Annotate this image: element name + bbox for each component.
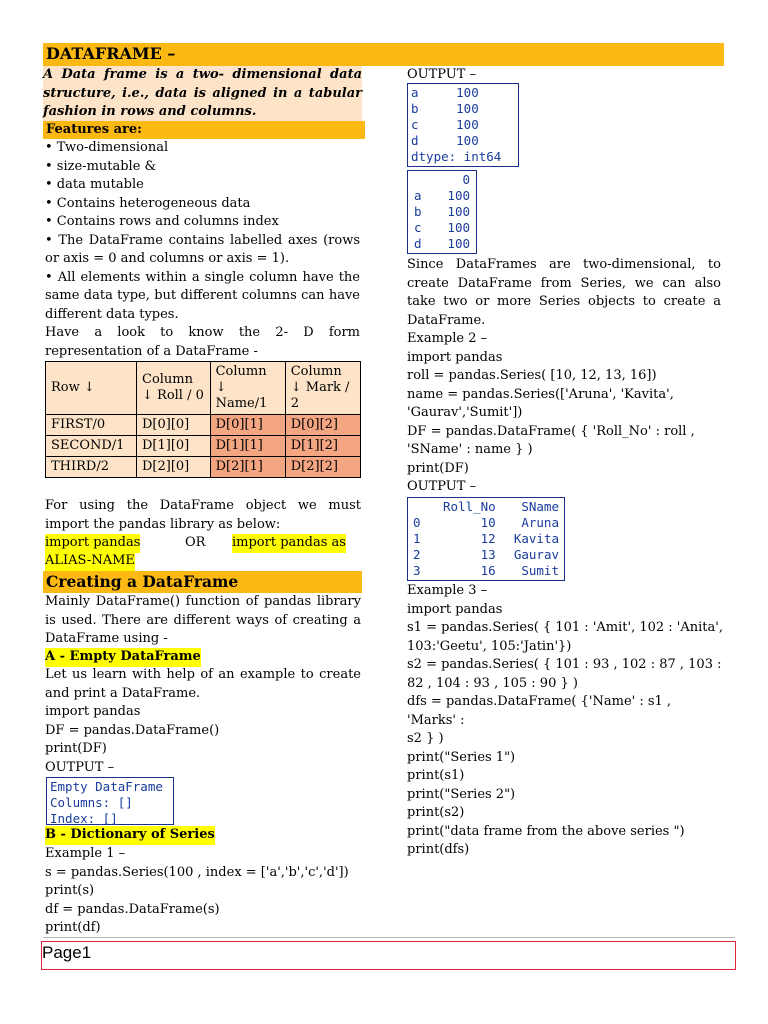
features-heading: Features are: <box>43 121 365 139</box>
output-cell: 0 <box>413 515 421 530</box>
table-cell: D[0][0] <box>137 415 211 436</box>
code-line: import pandas <box>407 349 503 365</box>
example-label: Example 1 – <box>45 846 126 861</box>
page-title: DATAFRAME – <box>46 44 176 63</box>
code-line: DF = pandas.DataFrame( { 'Roll_No' : roll , <box>407 423 695 439</box>
code-line: df = pandas.DataFrame(s) <box>45 901 220 917</box>
table-cell: D[1][2] <box>285 436 360 457</box>
table-cell: D[1][0] <box>137 436 211 457</box>
since-text: Since DataFrames are two-dimensional, to create DataFrame from Series, we can also take two or more Series objects to create a DataFrame. <box>407 257 721 328</box>
table-row <box>46 457 361 478</box>
output-cell: 100 <box>447 220 470 235</box>
output-line: a 100 <box>411 85 479 100</box>
code-line: print(dfs) <box>407 842 470 857</box>
code-line: print(df) <box>45 920 101 935</box>
import-text: For using the DataFrame object we must import the pandas library as below: <box>45 498 361 532</box>
creating-heading-bar <box>43 571 362 593</box>
output-cell: 2 <box>413 547 421 562</box>
creating-text: Mainly DataFrame() function of pandas library is used. There are different ways of creating a DataFrame using - <box>45 594 361 646</box>
table-cell: SECOND/1 <box>46 436 137 457</box>
code-line: print(s1) <box>407 768 465 783</box>
output-cell: c <box>414 220 422 235</box>
feature-item: • size-mutable & <box>45 158 157 174</box>
code-line: print("data frame from the above series ") <box>407 823 685 839</box>
table-cell: D[1][1] <box>210 436 285 457</box>
table-cell: D[2][0] <box>137 457 211 478</box>
output-label: OUTPUT – <box>407 479 477 494</box>
output-line: d 100 <box>411 133 479 148</box>
code-line: print(DF) <box>45 741 107 756</box>
output-cell: Kavita <box>513 531 559 546</box>
import-pandas-as: import pandas as <box>232 534 346 553</box>
code-line: s = pandas.Series(100 , index = ['a','b','c','d']) <box>45 864 349 880</box>
empty-df-code <box>45 703 219 777</box>
output-cell: 13 <box>480 547 496 562</box>
output-cell: Aruna <box>521 515 559 530</box>
output-line: Empty DataFrame <box>50 779 163 794</box>
right-output-label: OUTPUT – <box>407 67 477 82</box>
output-cell: 0 <box>462 172 470 187</box>
output-cell: 10 <box>480 515 496 530</box>
code-line: print(DF) <box>407 460 469 476</box>
feature-item: • data mutable <box>45 177 144 192</box>
example-label: Example 2 – <box>407 331 488 346</box>
feature-item: • All elements within a single column have the same data type, but different columns can have different data types. <box>45 269 360 322</box>
code-line: 103:'Geetu', 105:'Jatin'}) <box>407 638 572 654</box>
example2-output <box>407 497 565 581</box>
code-line: print(s) <box>45 883 95 898</box>
import-or: OR <box>185 535 206 550</box>
empty-df-output <box>46 777 174 825</box>
dataframe-form-table <box>45 361 361 478</box>
intro-text: A Data frame is a two- dimensional data structure, i.e., data is aligned in a tabular fashion in rows and columns. <box>43 66 362 122</box>
output-cell: 12 <box>480 531 496 546</box>
table-header-row <box>46 362 361 415</box>
series-output <box>407 83 519 167</box>
output-cell: 100 <box>447 188 470 203</box>
table-cell: D[2][1] <box>210 457 285 478</box>
feature-item: • Two-dimensional <box>45 140 169 155</box>
feature-item: • The DataFrame contains labelled axes (rows or axis = 0 and columns or axis = 1). <box>45 232 360 266</box>
output-cell: 16 <box>480 563 496 578</box>
code-line: import pandas <box>407 601 503 617</box>
code-line: DF = pandas.DataFrame() <box>45 722 220 738</box>
empty-df-heading: A - Empty DataFrame <box>45 648 201 667</box>
output-label: OUTPUT – <box>45 759 115 775</box>
example1-code <box>45 845 349 938</box>
table-cell: D[0][1] <box>210 415 285 436</box>
code-line: s1 = pandas.Series( { 101 : 'Amit', 102 : 'Anita', <box>407 620 723 635</box>
output-cell: d <box>414 236 422 251</box>
feature-item: • Contains heterogeneous data <box>45 195 251 211</box>
code-line: 'SName' : name } ) <box>407 442 533 457</box>
output-cell: a <box>414 188 422 203</box>
table-row <box>46 436 361 457</box>
code-line: print(s2) <box>407 805 465 820</box>
code-line: dfs = pandas.DataFrame( {'Name' : s1 , 'Marks' : <box>407 694 672 728</box>
footer-box <box>41 941 736 970</box>
code-line: s2 = pandas.Series( { 101 : 93 , 102 : 87 , 103 : <box>407 657 722 672</box>
example-label: Example 3 – <box>407 583 488 598</box>
table-header: Column ↓ Mark / 2 <box>285 362 360 415</box>
output-cell: 3 <box>413 563 421 578</box>
output-cell <box>409 499 427 515</box>
feature-item: • Contains rows and columns index <box>45 214 279 229</box>
code-line: s2 } ) <box>407 731 444 746</box>
empty-df-text: Let us learn with help of an example to create and print a DataFrame. <box>45 667 361 701</box>
form-text: Have a look to know the 2- D form representation of a DataFrame - <box>45 325 360 359</box>
code-line: 'Gaurav','Sumit']) <box>407 405 523 420</box>
dict-series-heading: B - Dictionary of Series <box>45 826 215 845</box>
page-number: Page1 <box>42 943 92 962</box>
output-cell: Sumit <box>521 563 559 578</box>
import-pandas: import pandas <box>45 534 140 553</box>
table-header: Column ↓ Name/1 <box>210 362 285 415</box>
table-header: Row ↓ <box>46 362 137 415</box>
output-cell: 100 <box>447 204 470 219</box>
output-line: dtype: int64 <box>411 149 502 164</box>
example2-code <box>407 330 723 497</box>
output-cell: b <box>414 204 422 219</box>
output-cell <box>410 172 432 188</box>
creating-heading: Creating a DataFrame <box>46 572 239 591</box>
table-cell: D[0][2] <box>285 415 360 436</box>
output-line: b 100 <box>411 101 479 116</box>
code-line: name = pandas.Series(['Aruna', 'Kavita', <box>407 386 674 402</box>
alias-name: ALIAS-NAME <box>45 552 135 571</box>
table-cell: THIRD/2 <box>46 457 137 478</box>
output-line: c 100 <box>411 117 479 132</box>
code-line: import pandas <box>45 704 141 719</box>
df-output <box>407 170 477 254</box>
output-line: Index: [] <box>50 811 118 826</box>
import-line <box>45 534 361 552</box>
title-bar <box>43 43 724 66</box>
code-line: print("Series 1") <box>407 749 516 765</box>
output-cell: Roll_No <box>443 499 496 514</box>
features-list <box>45 139 360 361</box>
code-line: roll = pandas.Series( [10, 12, 13, 16]) <box>407 368 657 383</box>
code-line: print("Series 2") <box>407 786 516 802</box>
output-cell: 1 <box>413 531 421 546</box>
footer-rule <box>43 937 735 938</box>
table-row <box>46 415 361 436</box>
output-line: Columns: [] <box>50 795 133 810</box>
output-cell: 100 <box>447 236 470 251</box>
output-cell: Gaurav <box>513 547 559 562</box>
table-cell: FIRST/0 <box>46 415 137 436</box>
output-cell: SName <box>521 499 559 514</box>
table-header: Column ↓ Roll / 0 <box>137 362 211 415</box>
code-line: 82 , 104 : 93 , 105 : 90 } ) <box>407 675 578 691</box>
table-cell: D[2][2] <box>285 457 360 478</box>
example3-code <box>407 582 723 860</box>
